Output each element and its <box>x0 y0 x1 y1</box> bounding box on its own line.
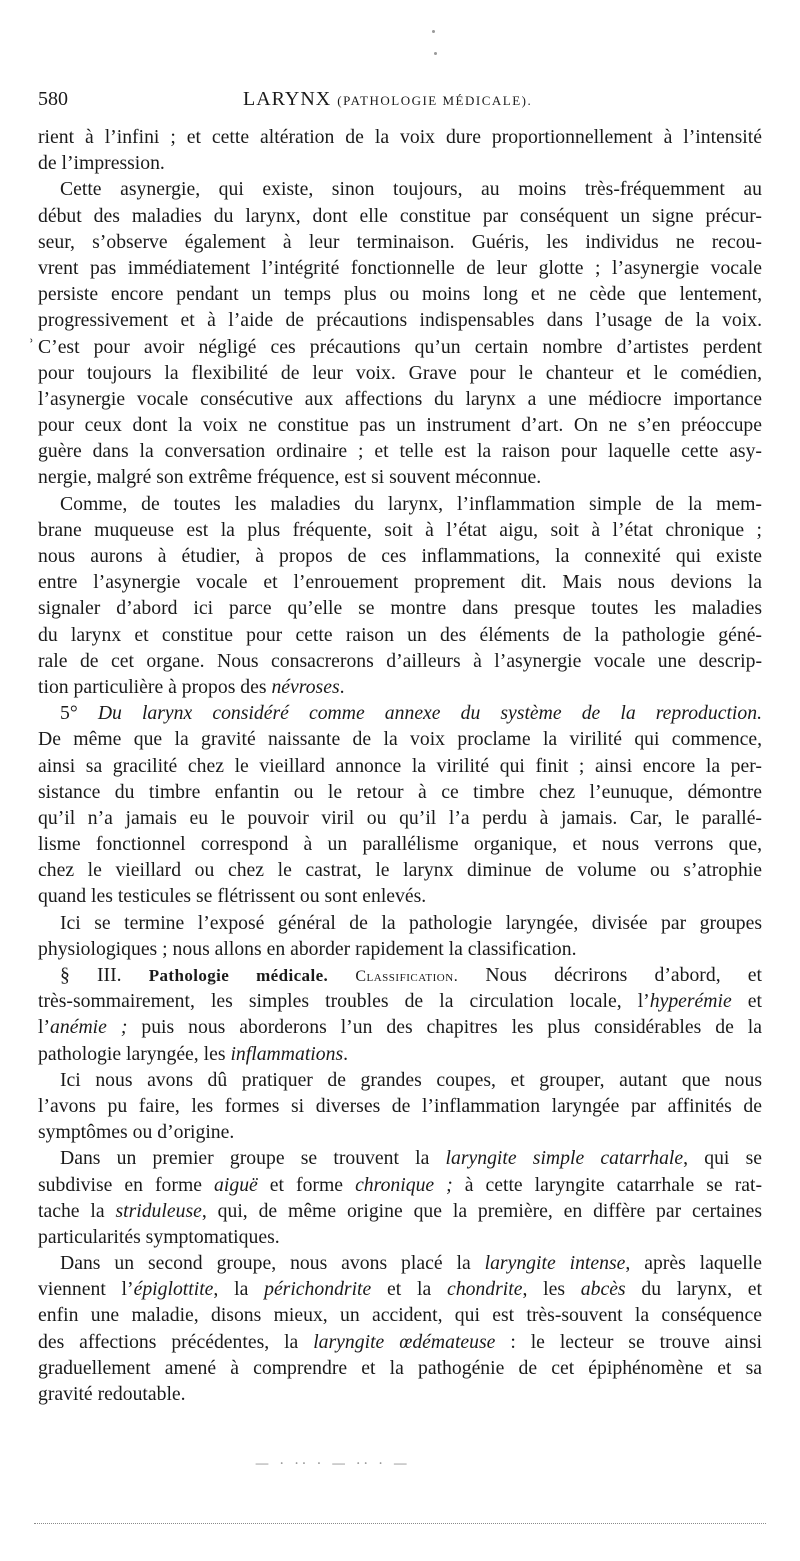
text-line: l’avons pu faire, les formes si diverses de l’inflammation laryngée par affinités de <box>38 1094 762 1117</box>
page-header <box>38 88 762 114</box>
text-line: lisme fonctionnel correspond à un parallélisme organique, et nous verrons que, <box>38 833 762 856</box>
text-line <box>38 1172 762 1198</box>
text-segment: , les <box>522 1278 565 1301</box>
text-line: guère dans la conversation ordinaire ; et telle est la raison pour laquelle cette asy- <box>38 440 762 463</box>
subsection-title: Pathologie médicale. <box>148 966 329 985</box>
text-line <box>38 1198 762 1224</box>
text-segment: à cette laryngite catarrhale se rat- <box>452 1173 763 1196</box>
paragraph-start <box>38 1145 762 1171</box>
text-line: seur, s’observe également à leur terminaison. Guéris, les individus ne recou- <box>38 230 762 253</box>
text-segment: tache la <box>38 1199 105 1222</box>
italic-term: laryngite œdémateuse <box>313 1330 496 1353</box>
text-segment: . <box>343 1042 349 1065</box>
text-segment: Dans un second groupe, nous avons placé la <box>60 1252 471 1275</box>
text-segment: pathologie laryngée, les <box>38 1042 226 1065</box>
italic-term: hyperémie <box>649 990 732 1013</box>
text-line <box>38 674 762 700</box>
text-segment: . <box>339 675 345 698</box>
italic-term: anémie ; <box>50 1016 128 1039</box>
running-title-main: LARYNX <box>243 88 332 110</box>
paragraph-start: Comme, de toutes les maladies du larynx, l’inflammation simple de la mem- <box>60 492 762 515</box>
italic-term: laryngite intense <box>484 1252 626 1275</box>
text-line: l’asynergie vocale consécutive aux affections du larynx a une médiocre importance <box>38 387 762 410</box>
section-title: Du larynx considéré comme annexe du système de la reproduction. <box>97 702 763 725</box>
text-line <box>38 1014 762 1040</box>
text-line: persiste encore pendant un temps plus ou moins long et ne cède que lentement, <box>38 283 762 306</box>
text-segment: et forme <box>257 1173 344 1196</box>
text-segment: et la <box>371 1278 432 1301</box>
section-heading-line <box>38 700 762 726</box>
text-line: gravité redoutable. <box>38 1383 186 1405</box>
subsection-heading-line <box>38 962 762 988</box>
text-segment: des affections précédentes, la <box>38 1330 299 1353</box>
text-segment: , la <box>213 1278 249 1301</box>
italic-term: périchondrite <box>264 1278 372 1301</box>
text-segment: , après laquelle <box>625 1252 762 1275</box>
italic-term: inflammations <box>230 1042 344 1065</box>
text-segment: très-sommairement, les simples troubles de la circulation locale, l’ <box>38 990 650 1013</box>
print-ornament: — · ·· · — ·· · — <box>255 1456 411 1472</box>
paragraph-start: Cette asynergie, qui existe, sinon toujours, au moins très-fréquemment au <box>60 178 762 201</box>
text-line: rale de cet organe. Nous consacrerons d’ailleurs à l’asynergie vocale une descrip- <box>38 649 762 672</box>
text-line: sistance du timbre enfantin ou le retour à ce timbre chez l’eunuque, démontre <box>38 780 762 803</box>
text-line: rient à l’infini ; et cette altération de la voix dure proportionnellement à l’intensité <box>38 126 762 148</box>
text-line: enfin une maladie, disons mieux, un accident, qui est très-souvent la conséquence <box>38 1304 762 1327</box>
text-line: vrent pas immédiatement l’intégrité fonctionnelle de leur glotte ; l’asynergie vocale <box>38 256 762 279</box>
text-line: graduellement amené à comprendre et la pathogénie de cet épiphénomène et sa <box>38 1356 762 1379</box>
text-segment: Dans un premier groupe se trouvent la <box>60 1147 430 1170</box>
text-segment: et <box>731 990 762 1013</box>
text-line: chez le vieillard ou chez le castrat, le larynx diminue de volume ou s’atrophie <box>38 859 762 882</box>
text-segment: l’ <box>38 1016 51 1039</box>
text-line: De même que la gravité naissante de la voix proclame la virilité qui commence, <box>38 728 762 751</box>
page-body <box>38 124 762 1407</box>
text-line: progressivement et à l’aide de précautions indispensables dans l’usage de la voix. <box>38 309 762 332</box>
italic-term: laryngite simple catarrhale <box>445 1147 684 1170</box>
text-line <box>38 1041 762 1067</box>
paragraph-start: Ici se termine l’exposé général de la pathologie laryngée, divisée par groupes <box>60 911 762 934</box>
italic-term: épiglottite <box>133 1278 214 1301</box>
section-number: 5° <box>60 702 78 725</box>
text-line: ainsi sa gracilité chez le vieillard annonce la virilité qui finit ; ainsi encore la per- <box>38 754 762 777</box>
text-line: signaler d’abord ici parce qu’elle se montre dans presque toutes les maladies <box>38 597 762 620</box>
text-line: nergie, malgré son extrême fréquence, est si souvent méconnue. <box>38 466 542 489</box>
page-bottom-rule <box>34 1523 766 1524</box>
running-title <box>243 88 532 111</box>
text-line: qu’il n’a jamais eu le pouvoir viril ou qu’il l’a perdu à jamais. Car, le parallé- <box>38 806 762 829</box>
text-line: pour toujours la flexibilité de leur voix. Grave pour le chanteur et le comédien, <box>38 361 762 384</box>
text-segment: , qui se <box>683 1147 762 1170</box>
italic-term: aiguë <box>214 1173 258 1196</box>
text-line: brane muqueuse est la plus fréquente, soit à l’état aigu, soit à l’état chronique ; <box>38 518 762 541</box>
text-line: du larynx et constitue pour cette raison un des éléments de la pathologie géné- <box>38 623 762 646</box>
text-line: nous aurons à étudier, à propos de ces inflammations, la connexité qui existe <box>38 545 762 567</box>
paragraph-start: Ici nous avons dû pratiquer de grandes coupes, et grouper, autant que nous <box>60 1068 762 1091</box>
subsection-label: Classification. <box>355 968 459 985</box>
italic-term: striduleuse <box>115 1199 202 1222</box>
text-segment: puis nous aborderons l’un des chapitres les plus considérables de la <box>127 1016 762 1039</box>
running-title-sub: (PATHOLOGIE MÉDICALE). <box>337 93 533 108</box>
text-line: début des maladies du larynx, dont elle constitue par conséquent un signe précur- <box>38 204 762 227</box>
italic-term: chondrite <box>446 1278 523 1301</box>
italic-term: névroses <box>271 675 340 698</box>
paragraph-start <box>38 1250 762 1276</box>
text-line: de l’impression. <box>38 152 165 175</box>
text-line: physiologiques ; nous allons en aborder rapidement la classification. <box>38 937 577 960</box>
text-segment: , qui, de même origine que la première, en diffère par certaines <box>201 1199 762 1222</box>
italic-term: chronique ; <box>355 1173 453 1196</box>
text-segment: du larynx, et <box>625 1278 762 1301</box>
text-segment: tion particulière à propos des <box>38 675 267 698</box>
text-segment: Nous décrirons d’abord, et <box>485 964 762 986</box>
text-line: ʾ C’est pour avoir négligé ces précautions qu’un certain nombre d’artistes perdent <box>38 334 762 360</box>
subsection-number: § III. <box>60 964 122 986</box>
text-line <box>38 1276 762 1302</box>
text-segment: viennent l’ <box>38 1278 134 1301</box>
text-line <box>38 988 762 1014</box>
text-line: quand les testicules se flétrissent ou sont enlevés. <box>38 885 427 908</box>
text-line: particularités symptomatiques. <box>38 1225 280 1248</box>
page-number: 580 <box>38 88 68 110</box>
text-line: pour ceux dont la voix ne constitue pas un instrument d’art. On ne s’en préoccupe <box>38 414 762 437</box>
text-line: symptômes ou d’origine. <box>38 1121 235 1144</box>
text-line: entre l’asynergie vocale et l’enrouement proprement dit. Mais nous devions la <box>38 571 762 594</box>
print-speck <box>434 52 437 55</box>
text-line <box>38 1329 762 1355</box>
print-speck <box>432 30 435 33</box>
text-segment: subdivise en forme <box>38 1173 202 1196</box>
text-segment: : le lecteur se trouve ainsi <box>495 1330 762 1353</box>
italic-term: abcès <box>580 1278 626 1301</box>
